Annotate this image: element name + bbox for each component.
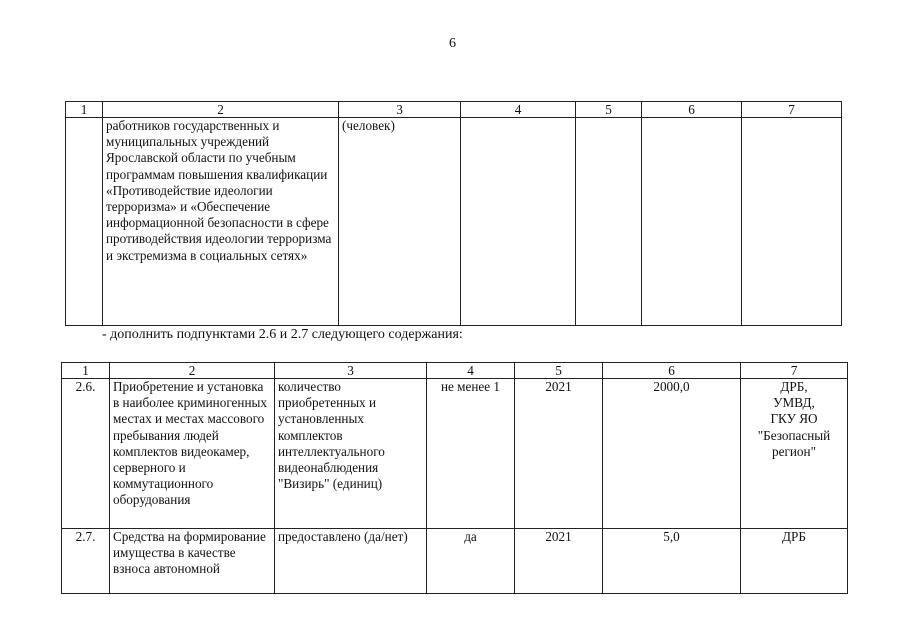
executor-line: УМВД,: [773, 395, 815, 411]
cell-name: работников государственных и муниципальных учреждений Ярославской области по учебным программам повышения квалификации «Противодействие идеологии терроризма» и «Обеспечение информационной безопасности в сфере противодействия идеологии терроризма и экстремизма в социальных сетях»: [103, 118, 339, 326]
cell-executor: [742, 118, 842, 326]
cell-value: не менее 1: [427, 379, 515, 529]
cell-year: [576, 118, 642, 326]
cell-indicator: предоставлено (да/нет): [275, 529, 427, 594]
header-cell: 1: [62, 363, 110, 379]
cell-value: [461, 118, 576, 326]
cell-number: 2.7.: [62, 529, 110, 594]
header-cell: 4: [461, 102, 576, 118]
cell-number: 2.6.: [62, 379, 110, 529]
cell-value: да: [427, 529, 515, 594]
cell-amount: 2000,0: [603, 379, 741, 529]
table-continuation: [65, 101, 842, 326]
header-cell: 2: [110, 363, 275, 379]
cell-indicator: (человек): [339, 118, 461, 326]
table-new-subitems: [61, 362, 848, 594]
header-cell: 4: [427, 363, 515, 379]
header-cell: 7: [742, 102, 842, 118]
page-number: 6: [449, 36, 456, 51]
header-cell: 7: [741, 363, 848, 379]
cell-number: [66, 118, 103, 326]
header-cell: 3: [275, 363, 427, 379]
header-cell: 6: [642, 102, 742, 118]
amendment-sentence: - дополнить подпунктами 2.6 и 2.7 следующего содержания:: [102, 327, 463, 342]
cell-name: Средства на формирование имущества в качестве взноса автономной: [110, 529, 275, 594]
cell-executor: [741, 379, 848, 529]
cell-amount: [642, 118, 742, 326]
table-row: [66, 118, 842, 326]
header-cell: 5: [515, 363, 603, 379]
cell-name: Приобретение и установка в наиболее криминогенных местах и местах массового пребывания людей комплектов видеокамер, серверного и коммутационного оборудования: [110, 379, 275, 529]
executor-line: ГКУ ЯО: [770, 411, 818, 427]
header-cell: 5: [576, 102, 642, 118]
cell-amount: 5,0: [603, 529, 741, 594]
table-row: [62, 529, 848, 594]
table-row: [62, 379, 848, 529]
executor-line: ДРБ,: [780, 379, 808, 394]
executor-line: регион": [772, 443, 816, 459]
header-cell: 1: [66, 102, 103, 118]
executor-line: ДРБ: [782, 529, 806, 544]
table-header-row: [66, 102, 842, 118]
table-header-row: [62, 363, 848, 379]
cell-executor: [741, 529, 848, 594]
header-cell: 6: [603, 363, 741, 379]
header-cell: 3: [339, 102, 461, 118]
cell-year: 2021: [515, 379, 603, 529]
executor-line: "Безопасный: [757, 427, 831, 443]
header-cell: 2: [103, 102, 339, 118]
cell-indicator: количество приобретенных и установленных комплектов интеллектуального видеонаблюдения "Визирь" (единиц): [275, 379, 427, 529]
cell-year: 2021: [515, 529, 603, 594]
